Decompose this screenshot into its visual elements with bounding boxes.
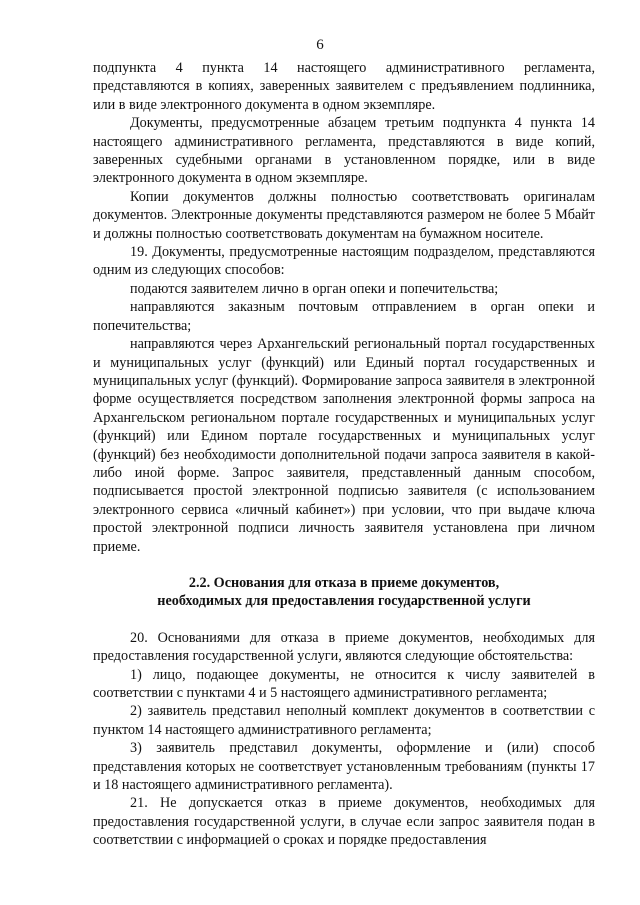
paragraph: подаются заявителем лично в орган опеки и попечительства; [130, 280, 499, 297]
paragraph: 1) лицо, подающее документы, не относится к числу заявителей в соответствии с пунктами 4 и 5 настоящего административного регламента; [93, 666, 595, 701]
paragraph: Копии документов должны полностью соответствовать оригиналам документов. Электронные документы представляются размером не более 5 Мбайт и должны полностью соответствовать документам на бумажном носителе. [93, 188, 595, 242]
body-section-before [93, 59, 595, 556]
paragraph: подпункта 4 пункта 14 настоящего административного регламента, представляются в копиях, заверенных заявителем с предъявлением подлинника, или в виде электронного документа в одном экземпляре. [93, 60, 595, 113]
paragraph: направляются заказным почтовым отправлением в орган опеки и попечительства; [93, 299, 595, 334]
paragraph: 2) заявитель представил неполный комплект документов в соответствии с пунктом 14 настоящего административного регламента; [93, 703, 595, 738]
paragraph: 19. Документы, предусмотренные настоящим подразделом, представляются одним из следующих способов: [93, 244, 595, 279]
paragraph: Документы, предусмотренные абзацем третьим подпункта 4 пункта 14 настоящего административного регламента, представляются в виде копий, заверенных судебными органами в установленном порядке, или в виде электронного документа в одном экземпляре. [93, 115, 595, 187]
paragraph: 21. Не допускается отказ в приеме документов, необходимых для предоставления государственной услуги, в случае если запрос заявителя подан в соответствии с информацией о сроках и порядке предоставления [93, 795, 595, 849]
paragraph: 3) заявитель представил документы, оформление и (или) способ представления которых не соответствует установленным требованиям (пункты 17 и 18 настоящего административного регламента). [93, 740, 595, 794]
paragraph: 20. Основаниями для отказа в приеме документов, необходимых для предоставления государственной услуги, являются следующие обстоятельства: [93, 629, 595, 665]
paragraph: направляются через Архангельский региональный портал государственных и муниципальных услуг (функций) или Единый портал государственных и муниципальных услуг (функций). Формирование запроса заявителя в электронной форме осуществляется посредством заполнения электронной формы запроса на Архангельском региональном портале государственных и муниципальных услуг (функций) или Едином портале государственных и муниципальных услуг (функций) без необходимости дополнительной подачи запроса заявителя в какой-либо иной форме. Запрос заявителя, представленный данным способом, подписывается простой электронной подписью заявителя (с использованием электронного сервиса «личный кабинет») при условии, что при выдаче ключа простой электронной подписи личность заявителя установлена при личном приеме. [93, 336, 595, 555]
body-section-after [93, 629, 595, 850]
section-heading-line-1: 2.2. Основания для отказа в приеме документов, [188, 574, 500, 591]
page-text [93, 59, 595, 850]
section-heading-line-2: необходимых для предоставления государственной услуги [157, 593, 531, 610]
page-number: 6 [316, 37, 324, 53]
